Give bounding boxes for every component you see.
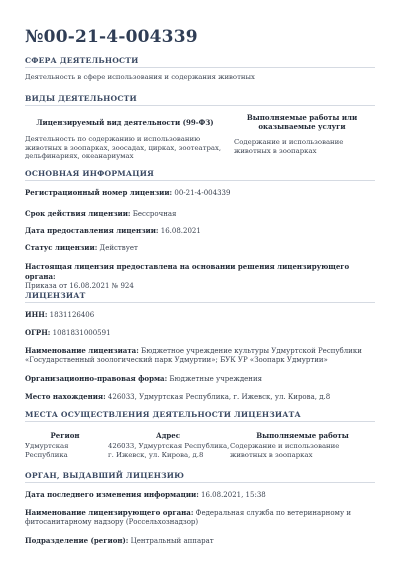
legal-form-value: Бюджетные учреждения — [169, 375, 263, 383]
status-label: Статус лицензии: — [25, 243, 98, 252]
last-changed-label: Дата последнего изменения информации: — [25, 490, 199, 499]
issue-date-label: Дата предоставления лицензии: — [25, 226, 159, 235]
license-number-title: №00-21-4-004339 — [25, 27, 198, 47]
department-row — [25, 536, 375, 546]
term-value: Бессрочная — [132, 210, 177, 218]
inn-label: ИНН: — [25, 310, 48, 319]
section-heading-authority: ОРГАН, ВЫДАВШИЙ ЛИЦЕНЗИЮ — [25, 471, 185, 480]
activities-col2-value: Содержание и использование животных в зоопарках — [234, 138, 344, 155]
section-heading-activities: ВИДЫ ДЕЯТЕЛЬНОСТИ — [25, 94, 137, 103]
term-label: Срок действия лицензии: — [25, 209, 131, 218]
issue-date-value: 16.08.2021 — [160, 227, 201, 235]
status-value: Действует — [99, 244, 138, 252]
licensee-name-label: Наименование лицензиата: — [25, 346, 139, 355]
basis-value: Приказа от 16.08.2021 № 924 — [25, 282, 134, 290]
places-region: Удмуртская Республика — [25, 442, 69, 459]
places-address: 426033, Удмуртская Республика, г. Ижевск, ул. Кирова, д.8 — [108, 442, 230, 459]
activities-col1-header: Лицензируемый вид деятельности (99-ФЗ) — [36, 118, 214, 127]
location-row — [25, 392, 375, 402]
divider — [25, 180, 375, 181]
legal-form-row — [25, 374, 375, 384]
department-value: Центральный аппарат — [130, 537, 214, 545]
section-heading-main-info: ОСНОВНАЯ ИНФОРМАЦИЯ — [25, 169, 155, 178]
places-header-address: Адрес — [156, 431, 180, 440]
divider — [25, 482, 375, 483]
ogrn-row — [25, 328, 375, 338]
activities-col1-value: Деятельность по содержанию и использованию животных в зоопарках, зоосадах, цирках, зоотеатрах, дельфинариях, океанариумах — [25, 135, 222, 161]
licensee-name-row — [25, 346, 375, 365]
places-header-region: Регион — [50, 431, 80, 440]
section-heading-sphere: СФЕРА ДЕЯТЕЛЬНОСТИ — [25, 56, 139, 65]
inn-value: 1831126406 — [49, 311, 95, 319]
section-heading-licensee: ЛИЦЕНЗИАТ — [25, 291, 86, 300]
authority-org-value: Федеральная служба по ветеринарному и фитосанитарному надзору (Россельхознадзор) — [25, 509, 351, 526]
authority-org-row — [25, 508, 375, 527]
divider — [25, 421, 375, 422]
department-label: Подразделение (регион): — [25, 536, 129, 545]
last-changed-row — [25, 490, 375, 500]
term-row — [25, 209, 375, 219]
location-label: Место нахождения: — [25, 392, 106, 401]
authority-org-label: Наименование лицензирующего органа: — [25, 508, 194, 517]
legal-form-label: Организационно-правовая форма: — [25, 374, 168, 383]
licensee-name-value: Бюджетное учреждение культуры Удмуртской Республики «Государственный зоологический парк Удмуртии»; БУК УР «Зоопарк Удмуртии» — [25, 347, 362, 364]
basis-label: Настоящая лицензия предоставлена на основании решения лицензирующего органа: — [25, 262, 350, 281]
last-changed-value: 16.08.2021, 15:38 — [201, 491, 266, 499]
divider — [25, 302, 375, 303]
basis-row — [25, 262, 375, 291]
inn-row — [25, 310, 375, 320]
divider — [25, 67, 375, 68]
activities-col2-header: Выполняемые работы или оказываемые услуги — [246, 113, 358, 131]
registration-number-value: 00-21-4-004339 — [174, 189, 231, 197]
places-works: Содержание и использование животных в зоопарках — [230, 442, 340, 459]
registration-number-label: Регистрационный номер лицензии: — [25, 188, 173, 197]
ogrn-label: ОГРН: — [25, 328, 51, 337]
location-value: 426033, Удмуртская Республика, г. Ижевск, ул. Кирова, д.8 — [107, 393, 331, 401]
issue-date-row — [25, 226, 375, 236]
places-header-works: Выполняемые работы — [256, 431, 349, 440]
section-heading-places: МЕСТА ОСУЩЕСТВЛЕНИЯ ДЕЯТЕЛЬНОСТИ ЛИЦЕНЗИАТА — [25, 410, 301, 419]
ogrn-value: 1081831000591 — [52, 329, 111, 337]
status-row — [25, 243, 375, 253]
sphere-text: Деятельность в сфере использования и содержания животных — [25, 73, 255, 81]
divider — [25, 105, 375, 106]
registration-number-row — [25, 188, 375, 198]
